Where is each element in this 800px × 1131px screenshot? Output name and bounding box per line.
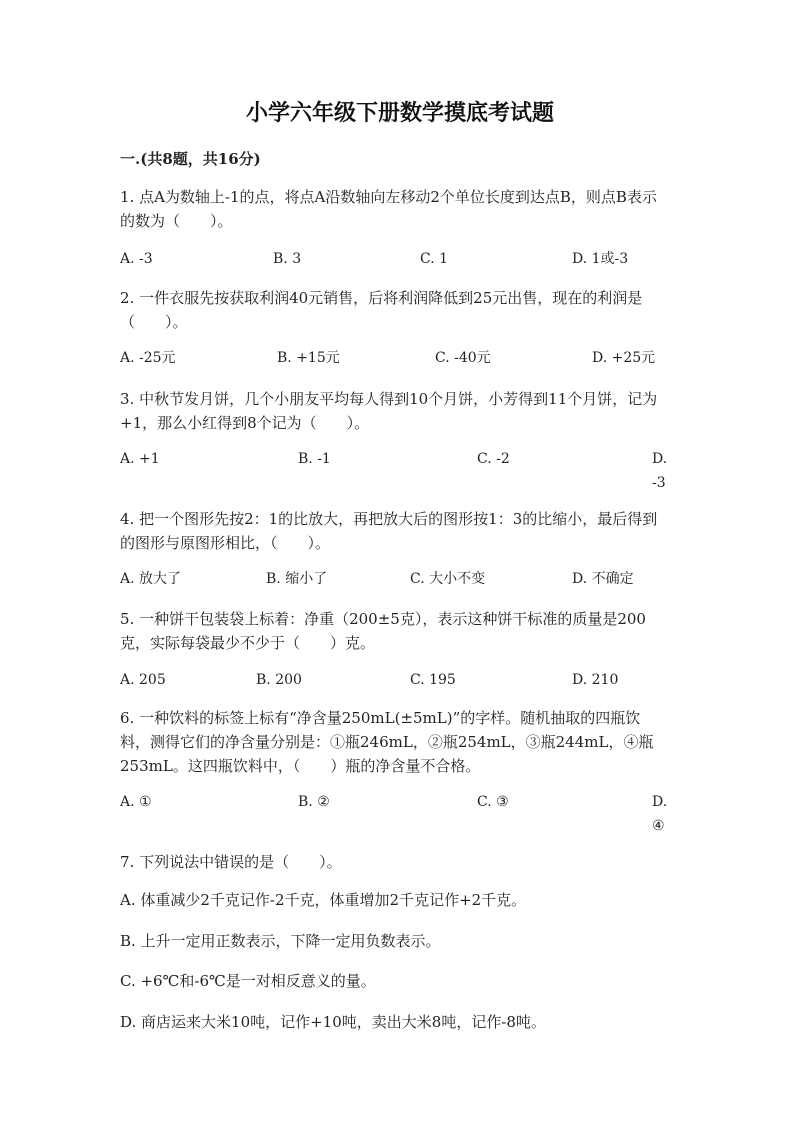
question-2-option-c: C. -40元	[435, 350, 491, 366]
question-5-option-a: A. 205	[120, 672, 166, 688]
question-3-option-d: D. -3	[652, 451, 668, 491]
question-7-option-c: C. +6℃和-6℃是一对相反意义的量。	[120, 972, 376, 990]
question-3-option-a: A. +1	[120, 451, 160, 467]
question-6-option-b: B. ②	[298, 794, 330, 810]
question-4-option-c: C. 大小不变	[410, 571, 486, 587]
question-4-option-a: A. 放大了	[120, 571, 182, 587]
question-3-text: 3. 中秋节发月饼，几个小朋友平均每人得到10个月饼，小芳得到11个月饼，记为+1，那么小红得到8个记为（ ）。	[120, 390, 658, 432]
question-5-option-d: D. 210	[572, 672, 619, 688]
question-5-option-b: B. 200	[256, 672, 302, 688]
question-7-option-b: B. 上升一定用正数表示，下降一定用负数表示。	[120, 932, 441, 950]
question-1-text: 1. 点A为数轴上-1的点，将点A沿数轴向左移动2个单位长度到达点B，则点B表示的数为（ ）。	[120, 188, 657, 230]
question-6-option-a: A. ①	[120, 794, 152, 810]
section-heading: 一.(共8题，共16分)	[120, 150, 261, 168]
question-1-option-b: B. 3	[273, 251, 302, 267]
question-4-text: 4. 把一个图形先按2：1的比放大，再把放大后的图形按1：3的比缩小，最后得到的图形与原图形相比，（ ）。	[120, 510, 658, 552]
page-title: 小学六年级下册数学摸底考试题	[245, 100, 554, 126]
question-7-text: 7. 下列说法中错误的是（ ）。	[120, 853, 342, 871]
question-4-option-b: B. 缩小了	[266, 571, 328, 587]
question-4-option-d: D. 不确定	[572, 571, 634, 587]
question-3-option-b: B. -1	[298, 451, 331, 467]
question-5-option-c: C. 195	[410, 672, 456, 688]
question-7-option-a: A. 体重减少2千克记作-2千克，体重增加2千克记作+2千克。	[120, 891, 527, 909]
question-2-option-b: B. +15元	[277, 350, 340, 366]
question-6-option-d: D. ④	[652, 794, 668, 834]
question-1-option-c: C. 1	[420, 251, 449, 267]
question-2-text: 2. 一件衣服先按获取利润40元销售，后将利润降低到25元出售，现在的利润是（ ）。	[120, 289, 643, 331]
question-6-option-c: C. ③	[477, 794, 509, 810]
question-2-option-d: D. +25元	[592, 350, 656, 366]
question-5-text: 5. 一种饼干包装袋上标着：净重（200±5克），表示这种饼干标准的质量是200克，实际每袋最少不少于（ ）克。	[120, 610, 646, 652]
question-3-option-c: C. -2	[477, 451, 510, 467]
question-6-text: 6. 一种饮料的标签上标有“净含量250mL(±5mL)”的字样。随机抽取的四瓶饮料，测得它们的净含量分别是：①瓶246mL，②瓶254mL，③瓶244mL，④瓶253mL。这四瓶饮料中，（ ）瓶的净含量不合格。	[120, 709, 654, 775]
question-6-options	[120, 790, 680, 838]
question-1-option-a: A. -3	[120, 251, 153, 267]
question-1-option-d: D. 1或-3	[572, 251, 629, 267]
question-2-option-a: A. -25元	[120, 350, 176, 366]
question-3-options	[120, 447, 680, 495]
question-7-option-d: D. 商店运来大米10吨，记作+10吨，卖出大米8吨，记作-8吨。	[120, 1013, 546, 1031]
